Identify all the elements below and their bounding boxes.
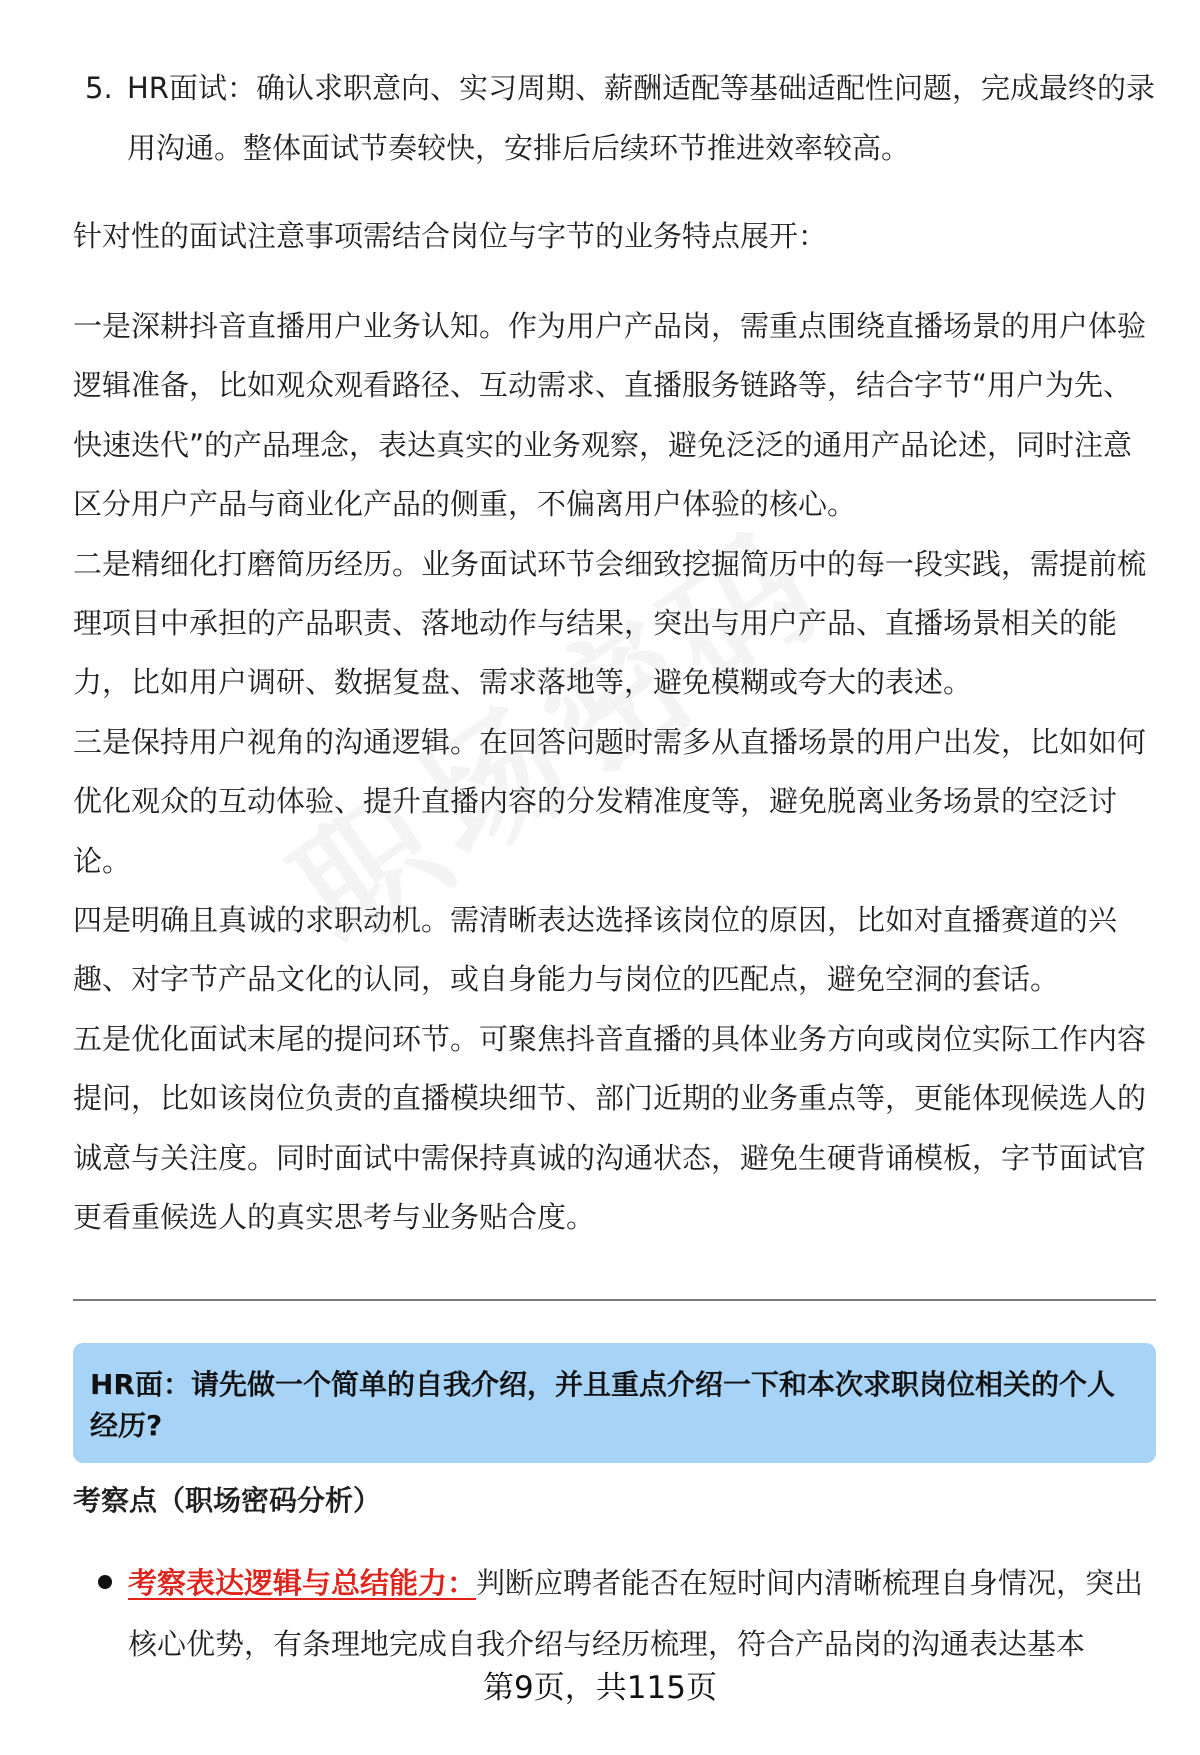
question-box <box>73 1343 1156 1463</box>
list-item <box>73 58 1163 178</box>
list-item-text: HR面试：确认求职意向、实习周期、薪酬适配等基础适配性问题，完成最终的录用沟通。整体面试节奏较快，安排后后续环节推进效率较高。 <box>127 71 1155 165</box>
bullet-label: 考察表达逻辑与总结能力： <box>128 1566 477 1600</box>
bullet-content <box>128 1553 1158 1675</box>
analysis-title: 考察点（职场密码分析） <box>73 1484 382 1517</box>
bullet-text: 判断应聘者能否在短时间内清晰梳理自身情况，突出核心优势，有条理地完成自我介绍与经历梳理，符合产品岗的沟通表达基本 <box>128 1566 1144 1661</box>
process-list <box>73 58 1163 178</box>
intro-paragraph: 针对性的面试注意事项需结合岗位与字节的业务特点展开： <box>73 219 828 253</box>
question-text: HR面：请先做一个简单的自我介绍，并且重点介绍一下和本次求职岗位相关的个人经历? <box>90 1368 1115 1442</box>
note-paragraph: 三是保持用户视角的沟通逻辑。在回答问题时需多从直播场景的用户出发，比如如何优化观众的互动体验、提升直播内容的分发精准度等，避免脱离业务场景的空泛讨论。 <box>73 724 1147 878</box>
list-item-number: 5. <box>85 71 113 105</box>
section-divider <box>73 1299 1156 1301</box>
notes-section <box>73 297 1153 1248</box>
note-paragraph: 五是优化面试末尾的提问环节。可聚焦抖音直播的具体业务方向或岗位实际工作内容提问，比如该岗位负责的直播模块细节、部门近期的业务重点等，更能体现候选人的诚意与关注度。同时面试中需保持真诚的沟通状态，避免生硬背诵模板，字节面试官更看重候选人的真实思考与业务贴合度。 <box>73 1021 1147 1235</box>
analysis-bullet <box>98 1553 1158 1675</box>
note-paragraph: 二是精细化打磨简历经历。业务面试环节会细致挖掘简历中的每一段实践，需提前梳理项目中承担的产品职责、落地动作与结果，突出与用户产品、直播场景相关的能力，比如用户调研、数据复盘、需求落地等，避免模糊或夸大的表述。 <box>73 546 1147 700</box>
note-paragraph: 一是深耕抖音直播用户业务认知。作为用户产品岗，需重点围绕直播场景的用户体验逻辑准备，比如观众观看路径、互动需求、直播服务链路等，结合字节“用户为先、快速迭代”的产品理念，表达真实的业务观察，避免泛泛的通用产品论述，同时注意区分用户产品与商业化产品的侧重，不偏离用户体验的核心。 <box>73 309 1147 522</box>
note-paragraph: 四是明确且真诚的求职动机。需清晰表达选择该岗位的原因，比如对直播赛道的兴趣、对字节产品文化的认同，或自身能力与岗位的匹配点，避免空洞的套话。 <box>73 903 1118 997</box>
bullet-dot-icon <box>98 1575 112 1589</box>
page-number: 第9页，共115页 <box>483 1670 717 1706</box>
